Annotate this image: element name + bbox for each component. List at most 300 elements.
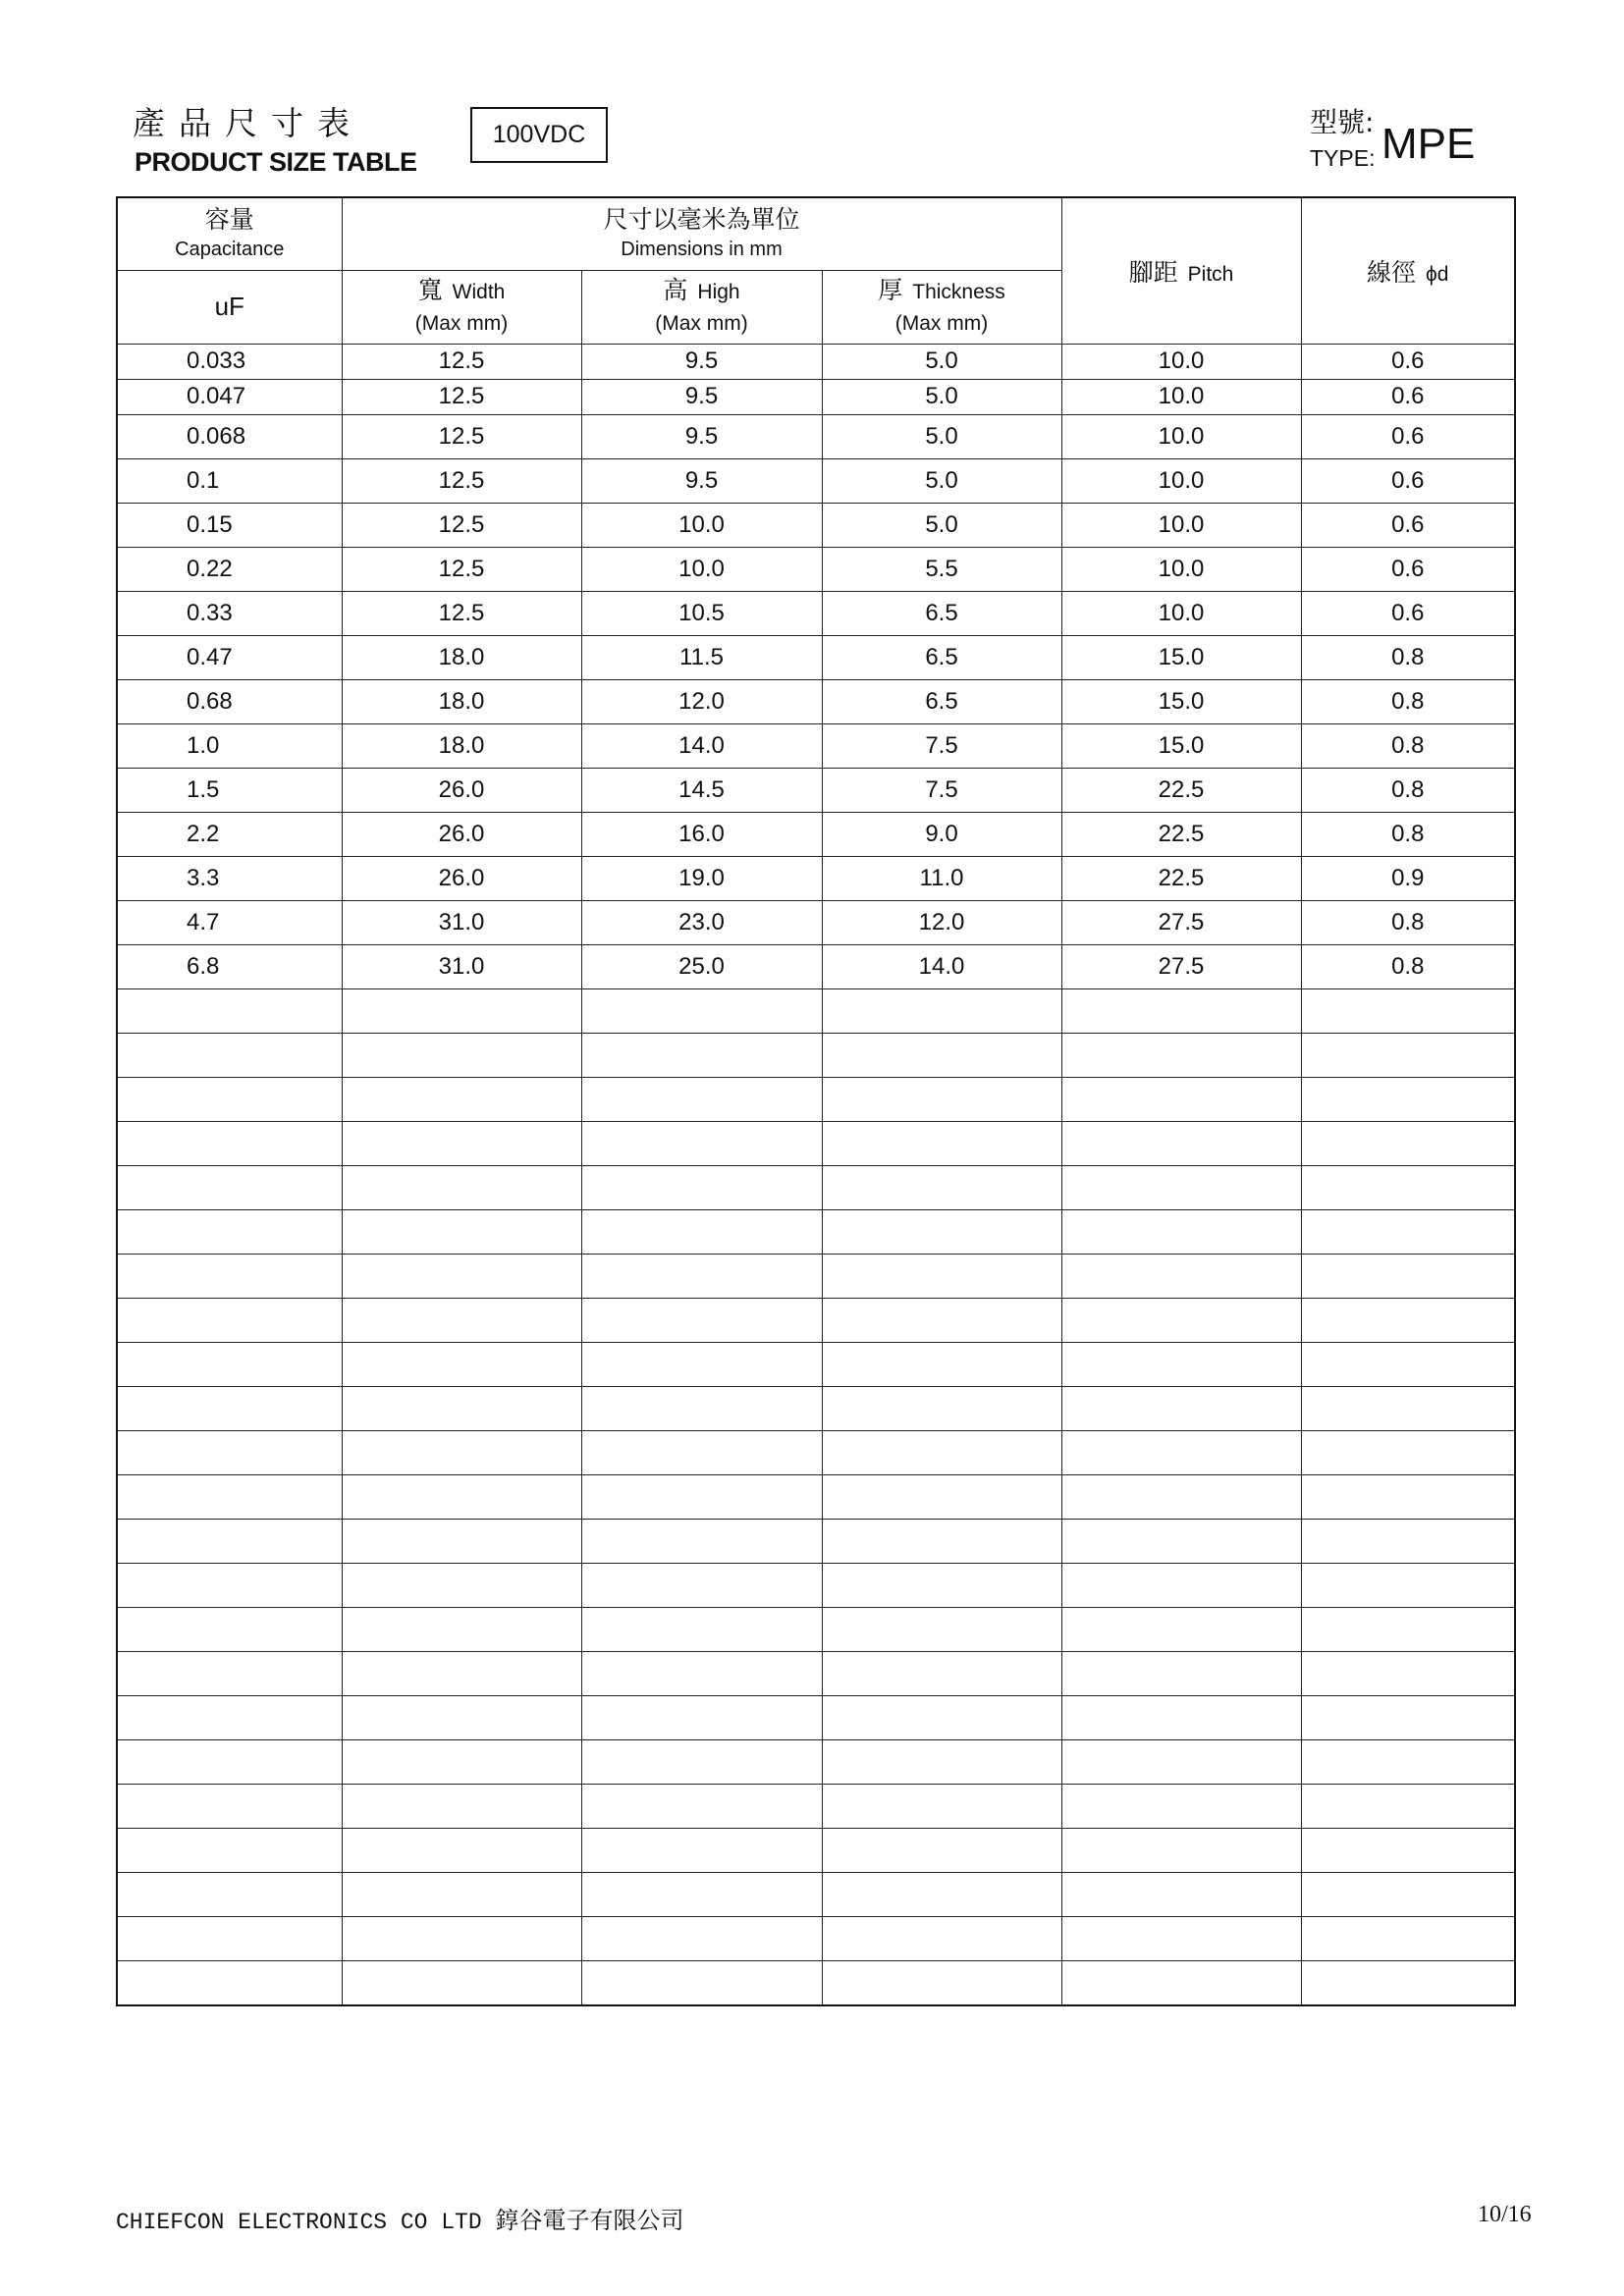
table-cell: 0.8 xyxy=(1301,944,1515,988)
pitch-header-en: Pitch xyxy=(1187,262,1234,286)
table-cell: 23.0 xyxy=(581,900,822,944)
table-row-empty xyxy=(117,1386,1515,1430)
table-cell: 0.068 xyxy=(117,414,342,458)
table-cell: 0.47 xyxy=(117,635,342,679)
table-cell-empty xyxy=(822,1254,1061,1298)
table-cell-empty xyxy=(1301,1872,1515,1916)
table-cell-empty xyxy=(342,1298,581,1342)
table-cell: 31.0 xyxy=(342,944,581,988)
table-row-empty xyxy=(117,1165,1515,1209)
dimensions-header-en: Dimensions in mm xyxy=(621,239,783,261)
table-row xyxy=(117,503,1515,547)
table-cell-empty xyxy=(117,1651,342,1695)
table-row xyxy=(117,344,1515,379)
table-cell-empty xyxy=(1301,1784,1515,1828)
table-cell: 0.6 xyxy=(1301,591,1515,635)
table-cell: 7.5 xyxy=(822,768,1061,812)
high-header xyxy=(581,270,822,344)
table-cell-empty xyxy=(1061,1077,1301,1121)
table-cell: 0.6 xyxy=(1301,414,1515,458)
table-cell-empty xyxy=(822,1121,1061,1165)
thickness-header-cn: 厚 xyxy=(878,275,903,304)
wire-header-en: ϕd xyxy=(1426,262,1449,286)
table-cell-empty xyxy=(1301,1960,1515,2005)
table-row-empty xyxy=(117,1209,1515,1254)
table-cell-empty xyxy=(822,1607,1061,1651)
table-cell: 22.5 xyxy=(1061,768,1301,812)
table-cell-empty xyxy=(581,1342,822,1386)
table-cell: 12.5 xyxy=(342,591,581,635)
table-cell-empty xyxy=(581,1474,822,1519)
table-cell: 5.0 xyxy=(822,344,1061,379)
table-cell-empty xyxy=(1301,1209,1515,1254)
table-cell-empty xyxy=(342,1519,581,1563)
table-row-empty xyxy=(117,1651,1515,1695)
table-cell: 9.5 xyxy=(581,414,822,458)
table-cell-empty xyxy=(822,1474,1061,1519)
table-cell: 26.0 xyxy=(342,768,581,812)
table-cell: 0.6 xyxy=(1301,344,1515,379)
capacitance-header xyxy=(117,197,342,270)
table-row-empty xyxy=(117,1872,1515,1916)
table-row xyxy=(117,723,1515,768)
table-cell-empty xyxy=(822,1165,1061,1209)
table-cell: 10.0 xyxy=(1061,344,1301,379)
type-label-chinese: 型號: xyxy=(1310,106,1375,138)
table-cell-empty xyxy=(1061,1960,1301,2005)
table-cell: 10.0 xyxy=(1061,503,1301,547)
table-cell-empty xyxy=(1061,1519,1301,1563)
table-cell: 10.0 xyxy=(1061,547,1301,591)
table-cell: 14.0 xyxy=(822,944,1061,988)
table-cell-empty xyxy=(822,1651,1061,1695)
table-cell: 0.33 xyxy=(117,591,342,635)
table-row xyxy=(117,635,1515,679)
table-cell-empty xyxy=(581,1386,822,1430)
table-cell-empty xyxy=(822,1784,1061,1828)
table-cell: 14.5 xyxy=(581,768,822,812)
table-cell: 10.5 xyxy=(581,591,822,635)
voltage-rating: 100VDC xyxy=(492,121,586,148)
table-cell-empty xyxy=(117,1342,342,1386)
table-row-empty xyxy=(117,1430,1515,1474)
table-cell-empty xyxy=(1061,988,1301,1033)
table-cell-empty xyxy=(581,1165,822,1209)
table-cell-empty xyxy=(581,1033,822,1077)
table-cell-empty xyxy=(581,1563,822,1607)
table-cell-empty xyxy=(1061,1165,1301,1209)
table-cell: 9.0 xyxy=(822,812,1061,856)
table-row-empty xyxy=(117,988,1515,1033)
table-cell-empty xyxy=(1061,1298,1301,1342)
table-cell-empty xyxy=(342,1784,581,1828)
table-cell: 6.8 xyxy=(117,944,342,988)
table-cell: 16.0 xyxy=(581,812,822,856)
table-cell-empty xyxy=(822,1033,1061,1077)
table-cell-empty xyxy=(117,1916,342,1960)
table-cell-empty xyxy=(581,1607,822,1651)
table-cell: 12.5 xyxy=(342,547,581,591)
wire-diameter-header xyxy=(1301,197,1515,344)
table-cell-empty xyxy=(1301,988,1515,1033)
table-cell: 0.8 xyxy=(1301,900,1515,944)
table-cell-empty xyxy=(342,1342,581,1386)
table-cell: 11.0 xyxy=(822,856,1061,900)
table-cell-empty xyxy=(581,988,822,1033)
table-cell: 10.0 xyxy=(1061,414,1301,458)
table-cell: 2.2 xyxy=(117,812,342,856)
table-cell-empty xyxy=(342,1916,581,1960)
table-cell-empty xyxy=(822,1872,1061,1916)
high-max-mm: (Max mm) xyxy=(655,311,748,335)
pitch-header-cn: 腳距 xyxy=(1128,257,1178,287)
table-cell-empty xyxy=(581,1254,822,1298)
table-cell: 12.5 xyxy=(342,458,581,503)
table-row-empty xyxy=(117,1828,1515,1872)
table-cell-empty xyxy=(342,1872,581,1916)
footer-company-cn: 錞谷電子有限公司 xyxy=(495,2207,684,2234)
table-cell: 22.5 xyxy=(1061,812,1301,856)
table-cell-empty xyxy=(581,1739,822,1784)
table-cell: 10.0 xyxy=(581,547,822,591)
table-cell: 14.0 xyxy=(581,723,822,768)
table-cell: 26.0 xyxy=(342,856,581,900)
table-cell-empty xyxy=(581,1916,822,1960)
dimensions-header-cn: 尺寸以毫米為單位 xyxy=(603,205,800,235)
table-cell: 5.0 xyxy=(822,503,1061,547)
table-cell-empty xyxy=(117,1960,342,2005)
table-cell-empty xyxy=(1301,1651,1515,1695)
table-cell: 0.9 xyxy=(1301,856,1515,900)
table-cell-empty xyxy=(342,1651,581,1695)
table-cell-empty xyxy=(342,988,581,1033)
table-row-empty xyxy=(117,1519,1515,1563)
table-cell-empty xyxy=(1301,1519,1515,1563)
page-title-chinese: 產品尺寸表 xyxy=(133,104,363,142)
table-cell-empty xyxy=(822,1298,1061,1342)
type-value: MPE xyxy=(1381,120,1476,168)
table-cell-empty xyxy=(581,1430,822,1474)
page-title: PRODUCT SIZE TABLE xyxy=(135,147,417,177)
table-cell: 0.033 xyxy=(117,344,342,379)
table-cell-empty xyxy=(822,1209,1061,1254)
table-cell-empty xyxy=(1061,1474,1301,1519)
width-max-mm: (Max mm) xyxy=(414,311,509,335)
table-cell-empty xyxy=(581,1960,822,2005)
table-row-empty xyxy=(117,1607,1515,1651)
table-cell-empty xyxy=(1061,1651,1301,1695)
table-cell-empty xyxy=(581,1077,822,1121)
table-cell-empty xyxy=(1061,1739,1301,1784)
table-cell: 5.0 xyxy=(822,379,1061,414)
table-cell-empty xyxy=(117,1563,342,1607)
product-size-table xyxy=(116,196,1516,2006)
table-cell-empty xyxy=(1061,1342,1301,1386)
table-row xyxy=(117,900,1515,944)
table-cell-empty xyxy=(822,1739,1061,1784)
table-row xyxy=(117,458,1515,503)
capacitance-header-cn: 容量 xyxy=(204,205,254,235)
table-cell-empty xyxy=(1301,1121,1515,1165)
table-cell: 0.8 xyxy=(1301,679,1515,723)
table-cell-empty xyxy=(1301,1695,1515,1739)
table-cell-empty xyxy=(342,1828,581,1872)
table-row-empty xyxy=(117,1960,1515,2005)
table-cell-empty xyxy=(1301,1916,1515,1960)
table-cell: 18.0 xyxy=(342,679,581,723)
thickness-max-mm: (Max mm) xyxy=(894,311,989,335)
table-cell-empty xyxy=(117,1386,342,1430)
table-cell-empty xyxy=(1301,1254,1515,1298)
table-cell-empty xyxy=(342,1607,581,1651)
table-row-empty xyxy=(117,1563,1515,1607)
table-row xyxy=(117,547,1515,591)
table-cell-empty xyxy=(1061,1430,1301,1474)
table-cell-empty xyxy=(822,1342,1061,1386)
table-cell-empty xyxy=(1061,1872,1301,1916)
table-cell: 25.0 xyxy=(581,944,822,988)
table-cell: 27.5 xyxy=(1061,900,1301,944)
table-row-empty xyxy=(117,1916,1515,1960)
table-cell-empty xyxy=(581,1784,822,1828)
table-cell-empty xyxy=(581,1872,822,1916)
table-cell: 1.5 xyxy=(117,768,342,812)
table-cell-empty xyxy=(117,1784,342,1828)
type-label: TYPE: xyxy=(1310,145,1376,171)
table-cell-empty xyxy=(581,1298,822,1342)
table-cell: 12.0 xyxy=(581,679,822,723)
table-cell: 0.8 xyxy=(1301,768,1515,812)
table-cell: 5.0 xyxy=(822,458,1061,503)
table-row xyxy=(117,944,1515,988)
table-cell-empty xyxy=(117,1519,342,1563)
table-cell-empty xyxy=(1061,1386,1301,1430)
thickness-header xyxy=(822,270,1061,344)
table-cell: 0.6 xyxy=(1301,458,1515,503)
table-cell-empty xyxy=(822,1563,1061,1607)
width-header xyxy=(342,270,581,344)
table-cell-empty xyxy=(1061,1828,1301,1872)
table-cell: 22.5 xyxy=(1061,856,1301,900)
table-cell-empty xyxy=(342,1209,581,1254)
table-row-empty xyxy=(117,1474,1515,1519)
table-cell-empty xyxy=(581,1651,822,1695)
table-row-empty xyxy=(117,1739,1515,1784)
table-cell: 18.0 xyxy=(342,723,581,768)
table-cell-empty xyxy=(342,1033,581,1077)
table-cell-empty xyxy=(1301,1607,1515,1651)
table-row-empty xyxy=(117,1254,1515,1298)
table-cell-empty xyxy=(342,1430,581,1474)
table-cell: 5.5 xyxy=(822,547,1061,591)
table-cell-empty xyxy=(342,1121,581,1165)
table-cell-empty xyxy=(342,1960,581,2005)
table-cell-empty xyxy=(581,1209,822,1254)
table-cell-empty xyxy=(1301,1033,1515,1077)
capacitance-unit: uF xyxy=(117,270,342,344)
table-cell-empty xyxy=(581,1828,822,1872)
table-cell-empty xyxy=(822,1916,1061,1960)
table-cell-empty xyxy=(581,1695,822,1739)
table-cell-empty xyxy=(117,988,342,1033)
table-row-empty xyxy=(117,1077,1515,1121)
table-cell: 9.5 xyxy=(581,344,822,379)
voltage-rating-box xyxy=(470,107,608,163)
footer-company-en: CHIEFCON ELECTRONICS CO LTD xyxy=(116,2210,482,2235)
table-row xyxy=(117,591,1515,635)
table-cell-empty xyxy=(1061,1209,1301,1254)
table-cell-empty xyxy=(822,1828,1061,1872)
table-cell: 10.0 xyxy=(581,503,822,547)
table-cell: 6.5 xyxy=(822,679,1061,723)
table-cell-empty xyxy=(342,1563,581,1607)
table-cell-empty xyxy=(342,1165,581,1209)
table-cell-empty xyxy=(117,1474,342,1519)
thickness-header-en: Thickness xyxy=(912,280,1005,303)
table-cell: 0.22 xyxy=(117,547,342,591)
table-cell-empty xyxy=(117,1254,342,1298)
table-cell-empty xyxy=(822,1519,1061,1563)
table-cell: 12.5 xyxy=(342,414,581,458)
table-cell-empty xyxy=(1061,1121,1301,1165)
table-cell-empty xyxy=(117,1077,342,1121)
table-cell: 12.5 xyxy=(342,344,581,379)
table-cell-empty xyxy=(822,1077,1061,1121)
table-cell: 15.0 xyxy=(1061,635,1301,679)
table-cell: 5.0 xyxy=(822,414,1061,458)
table-cell: 12.5 xyxy=(342,379,581,414)
table-cell: 10.0 xyxy=(1061,591,1301,635)
width-header-cn: 寬 xyxy=(417,275,443,304)
table-cell-empty xyxy=(822,1960,1061,2005)
table-cell: 19.0 xyxy=(581,856,822,900)
table-cell-empty xyxy=(1061,1695,1301,1739)
table-cell-empty xyxy=(342,1077,581,1121)
table-cell: 12.5 xyxy=(342,503,581,547)
table-cell-empty xyxy=(1301,1077,1515,1121)
table-cell: 6.5 xyxy=(822,635,1061,679)
table-cell-empty xyxy=(342,1254,581,1298)
table-cell: 15.0 xyxy=(1061,679,1301,723)
table-cell: 11.5 xyxy=(581,635,822,679)
table-cell: 12.0 xyxy=(822,900,1061,944)
table-row-empty xyxy=(117,1033,1515,1077)
table-row-empty xyxy=(117,1784,1515,1828)
table-cell: 10.0 xyxy=(1061,379,1301,414)
table-row-empty xyxy=(117,1121,1515,1165)
table-cell: 0.6 xyxy=(1301,379,1515,414)
pitch-header xyxy=(1061,197,1301,344)
table-cell-empty xyxy=(822,1386,1061,1430)
table-cell-empty xyxy=(1301,1342,1515,1386)
table-body xyxy=(117,344,1515,2005)
table-cell-empty xyxy=(1301,1563,1515,1607)
table-cell: 6.5 xyxy=(822,591,1061,635)
table-cell: 0.68 xyxy=(117,679,342,723)
table-row xyxy=(117,679,1515,723)
table-cell-empty xyxy=(117,1121,342,1165)
table-cell: 10.0 xyxy=(1061,458,1301,503)
table-cell: 0.6 xyxy=(1301,503,1515,547)
table-cell: 1.0 xyxy=(117,723,342,768)
table-cell-empty xyxy=(1061,1563,1301,1607)
table-cell-empty xyxy=(342,1739,581,1784)
table-cell-empty xyxy=(117,1695,342,1739)
table-cell-empty xyxy=(117,1430,342,1474)
wire-header-cn: 線徑 xyxy=(1367,257,1417,287)
table-row xyxy=(117,812,1515,856)
table-cell: 0.8 xyxy=(1301,723,1515,768)
table-cell-empty xyxy=(117,1607,342,1651)
table-row xyxy=(117,768,1515,812)
table-cell-empty xyxy=(822,988,1061,1033)
table-cell: 0.8 xyxy=(1301,812,1515,856)
table-cell-empty xyxy=(117,1872,342,1916)
dimensions-header xyxy=(342,197,1061,270)
page-number: 10/16 xyxy=(1478,2202,1532,2227)
footer-company xyxy=(116,2201,683,2235)
table-cell-empty xyxy=(822,1430,1061,1474)
table-cell-empty xyxy=(1301,1828,1515,1872)
table-cell-empty xyxy=(117,1165,342,1209)
table-cell: 27.5 xyxy=(1061,944,1301,988)
table-cell-empty xyxy=(1061,1916,1301,1960)
table-cell: 18.0 xyxy=(342,635,581,679)
width-header-en: Width xyxy=(452,280,506,303)
table-cell: 4.7 xyxy=(117,900,342,944)
table-cell-empty xyxy=(581,1121,822,1165)
table-cell: 0.6 xyxy=(1301,547,1515,591)
table-cell-empty xyxy=(1301,1739,1515,1784)
table-cell-empty xyxy=(342,1386,581,1430)
table-cell-empty xyxy=(1301,1298,1515,1342)
table-row xyxy=(117,856,1515,900)
high-header-en: High xyxy=(697,280,740,303)
table-cell-empty xyxy=(342,1695,581,1739)
table-cell-empty xyxy=(342,1474,581,1519)
table-cell-empty xyxy=(1061,1607,1301,1651)
table-cell: 26.0 xyxy=(342,812,581,856)
table-row-empty xyxy=(117,1342,1515,1386)
table-cell: 0.8 xyxy=(1301,635,1515,679)
table-cell-empty xyxy=(117,1298,342,1342)
table-cell-empty xyxy=(581,1519,822,1563)
table-cell: 15.0 xyxy=(1061,723,1301,768)
table-row xyxy=(117,414,1515,458)
table-cell-empty xyxy=(117,1739,342,1784)
table-cell-empty xyxy=(1301,1430,1515,1474)
table-cell: 0.1 xyxy=(117,458,342,503)
table-header-row-1 xyxy=(117,197,1515,270)
table-row-empty xyxy=(117,1298,1515,1342)
table-cell-empty xyxy=(1301,1165,1515,1209)
table-cell: 9.5 xyxy=(581,379,822,414)
table-cell: 0.15 xyxy=(117,503,342,547)
table-cell-empty xyxy=(117,1033,342,1077)
table-cell-empty xyxy=(1061,1254,1301,1298)
table-cell: 31.0 xyxy=(342,900,581,944)
table-cell-empty xyxy=(1301,1474,1515,1519)
table-cell: 3.3 xyxy=(117,856,342,900)
table-row xyxy=(117,379,1515,414)
table-cell-empty xyxy=(1061,1784,1301,1828)
table-cell-empty xyxy=(822,1695,1061,1739)
table-cell: 9.5 xyxy=(581,458,822,503)
table-row-empty xyxy=(117,1695,1515,1739)
table-cell-empty xyxy=(1061,1033,1301,1077)
table-cell: 0.047 xyxy=(117,379,342,414)
table-cell-empty xyxy=(117,1828,342,1872)
